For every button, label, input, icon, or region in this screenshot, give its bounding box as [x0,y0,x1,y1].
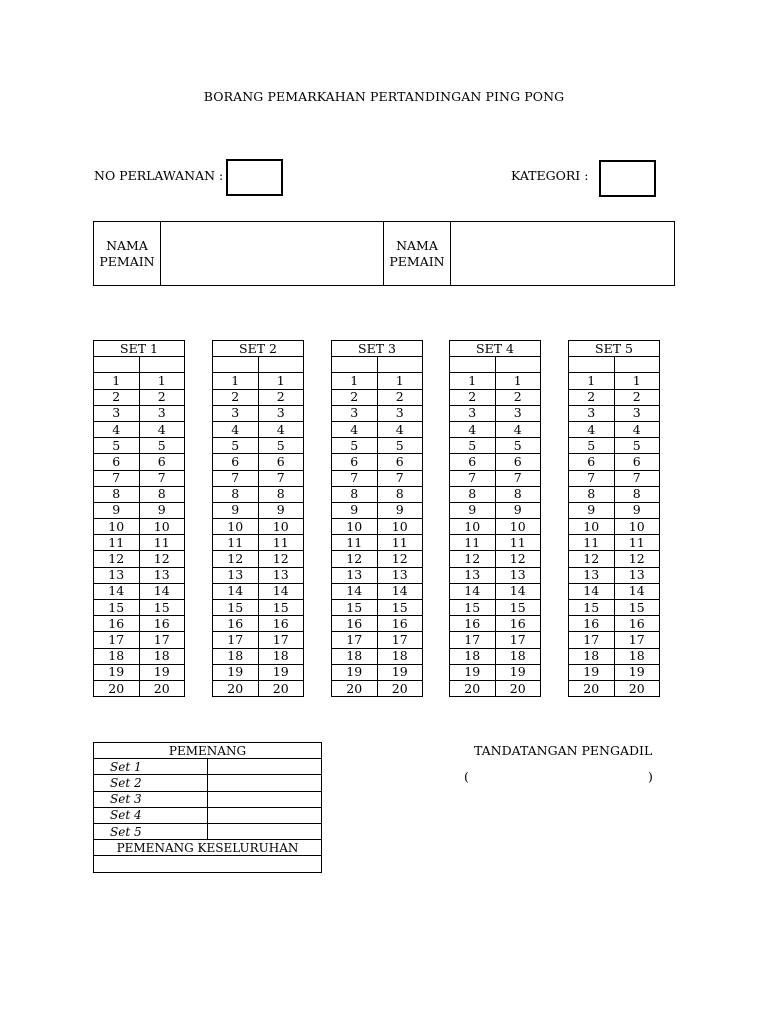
point-cell[interactable]: 2 [332,389,378,405]
point-cell[interactable]: 7 [213,470,259,486]
point-cell[interactable]: 20 [213,680,259,696]
set-player-cell[interactable] [614,357,660,373]
point-cell[interactable]: 9 [450,502,496,518]
set-player-cell[interactable] [258,357,304,373]
point-cell[interactable]: 11 [332,535,378,551]
point-cell[interactable]: 3 [94,405,140,421]
point-cell[interactable]: 7 [495,470,541,486]
point-cell[interactable]: 15 [450,600,496,616]
point-cell[interactable]: 17 [614,632,660,648]
point-cell[interactable]: 9 [614,502,660,518]
point-cell[interactable]: 14 [495,583,541,599]
point-cell[interactable]: 5 [450,438,496,454]
point-cell[interactable]: 18 [495,648,541,664]
point-cell[interactable]: 1 [495,373,541,389]
point-cell[interactable]: 10 [258,519,304,535]
point-cell[interactable]: 6 [258,454,304,470]
point-cell[interactable]: 17 [450,632,496,648]
winner-set-field[interactable] [208,759,322,775]
set-header: SET 4 [450,341,541,357]
point-cell[interactable]: 15 [495,600,541,616]
point-cell[interactable]: 12 [94,551,140,567]
point-cell[interactable]: 9 [377,502,423,518]
point-cell[interactable]: 9 [139,502,185,518]
point-cell[interactable]: 14 [569,583,615,599]
set-player-cell[interactable] [495,357,541,373]
point-cell[interactable]: 7 [614,470,660,486]
point-cell[interactable]: 16 [377,616,423,632]
point-cell[interactable]: 14 [332,583,378,599]
winner-set-field[interactable] [208,775,322,791]
point-cell[interactable]: 9 [258,502,304,518]
point-cell[interactable]: 14 [377,583,423,599]
point-cell[interactable]: 15 [94,600,140,616]
point-cell[interactable]: 8 [94,486,140,502]
set-player-cell[interactable] [213,357,259,373]
point-cell[interactable]: 12 [139,551,185,567]
point-cell[interactable]: 13 [614,567,660,583]
winner-set-field[interactable] [208,823,322,839]
point-cell[interactable]: 1 [450,373,496,389]
point-cell[interactable]: 20 [94,680,140,696]
winner-table [93,742,322,873]
point-cell[interactable]: 15 [139,600,185,616]
point-cell[interactable]: 10 [94,519,140,535]
point-cell[interactable]: 2 [139,389,185,405]
point-cell[interactable]: 4 [258,421,304,437]
point-cell[interactable]: 14 [94,583,140,599]
point-cell[interactable]: 15 [258,600,304,616]
point-cell[interactable]: 7 [569,470,615,486]
point-cell[interactable]: 12 [258,551,304,567]
point-cell[interactable]: 10 [614,519,660,535]
point-cell[interactable]: 11 [258,535,304,551]
point-cell[interactable]: 15 [614,600,660,616]
point-cell[interactable]: 6 [139,454,185,470]
winner-set-field[interactable] [208,807,322,823]
point-cell[interactable]: 18 [377,648,423,664]
category-box[interactable] [599,160,656,197]
winner-set-label: Set 5 [94,823,208,839]
point-cell[interactable]: 16 [258,616,304,632]
point-cell[interactable]: 7 [94,470,140,486]
point-cell[interactable]: 11 [495,535,541,551]
point-cell[interactable]: 11 [139,535,185,551]
set-player-cell[interactable] [94,357,140,373]
point-cell[interactable]: 8 [377,486,423,502]
point-cell[interactable]: 15 [377,600,423,616]
point-cell[interactable]: 2 [213,389,259,405]
point-cell[interactable]: 9 [94,502,140,518]
point-cell[interactable]: 4 [213,421,259,437]
point-cell[interactable]: 12 [569,551,615,567]
point-cell[interactable]: 3 [614,405,660,421]
point-cell[interactable]: 15 [569,600,615,616]
point-cell[interactable]: 16 [94,616,140,632]
set-header: SET 2 [213,341,304,357]
winner-set-label: Set 3 [94,791,208,807]
point-cell[interactable]: 8 [139,486,185,502]
match-no-label: NO PERLAWANAN : [94,168,224,183]
set-player-cell[interactable] [569,357,615,373]
point-cell[interactable]: 18 [332,648,378,664]
set-player-cell[interactable] [332,357,378,373]
point-cell[interactable]: 5 [139,438,185,454]
point-cell[interactable]: 14 [614,583,660,599]
point-cell[interactable]: 4 [94,421,140,437]
point-cell[interactable]: 8 [450,486,496,502]
point-cell[interactable]: 16 [614,616,660,632]
point-cell[interactable]: 6 [569,454,615,470]
point-cell[interactable]: 16 [139,616,185,632]
point-cell[interactable]: 10 [139,519,185,535]
point-cell[interactable]: 8 [569,486,615,502]
point-cell[interactable]: 19 [332,664,378,680]
point-cell[interactable]: 12 [377,551,423,567]
point-cell[interactable]: 19 [258,664,304,680]
point-cell[interactable]: 9 [495,502,541,518]
point-cell[interactable]: 14 [258,583,304,599]
point-cell[interactable]: 3 [495,405,541,421]
point-cell[interactable]: 17 [569,632,615,648]
point-cell[interactable]: 1 [569,373,615,389]
point-cell[interactable]: 20 [614,680,660,696]
point-cell[interactable]: 11 [377,535,423,551]
point-cell[interactable]: 7 [139,470,185,486]
point-cell[interactable]: 15 [213,600,259,616]
overall-winner-header: PEMENANG KESELURUHAN [94,840,322,856]
point-cell[interactable]: 16 [495,616,541,632]
point-cell[interactable]: 6 [94,454,140,470]
player-2-name-field[interactable] [451,222,675,286]
point-cell[interactable]: 5 [495,438,541,454]
point-cell[interactable]: 1 [258,373,304,389]
point-cell[interactable]: 19 [569,664,615,680]
point-cell[interactable]: 18 [139,648,185,664]
point-cell[interactable]: 16 [569,616,615,632]
point-cell[interactable]: 19 [377,664,423,680]
point-cell[interactable]: 6 [377,454,423,470]
point-cell[interactable]: 20 [495,680,541,696]
point-cell[interactable]: 2 [614,389,660,405]
point-cell[interactable]: 8 [495,486,541,502]
point-cell[interactable]: 4 [614,421,660,437]
point-cell[interactable]: 13 [139,567,185,583]
point-cell[interactable]: 14 [213,583,259,599]
point-cell[interactable]: 17 [94,632,140,648]
point-cell[interactable]: 13 [213,567,259,583]
set-table [449,340,541,697]
point-cell[interactable]: 12 [332,551,378,567]
point-cell[interactable]: 4 [569,421,615,437]
point-cell[interactable]: 2 [450,389,496,405]
point-cell[interactable]: 5 [332,438,378,454]
point-cell[interactable]: 20 [569,680,615,696]
point-cell[interactable]: 13 [569,567,615,583]
point-cell[interactable]: 10 [450,519,496,535]
point-cell[interactable]: 3 [332,405,378,421]
point-cell[interactable]: 10 [569,519,615,535]
point-cell[interactable]: 18 [450,648,496,664]
point-cell[interactable]: 2 [495,389,541,405]
point-cell[interactable]: 16 [332,616,378,632]
set-player-cell[interactable] [139,357,185,373]
point-cell[interactable]: 2 [377,389,423,405]
point-cell[interactable]: 1 [614,373,660,389]
point-cell[interactable]: 5 [213,438,259,454]
point-cell[interactable]: 13 [450,567,496,583]
point-cell[interactable]: 19 [450,664,496,680]
point-cell[interactable]: 8 [258,486,304,502]
winner-set-label: Set 4 [94,807,208,823]
point-cell[interactable]: 16 [213,616,259,632]
point-cell[interactable]: 3 [450,405,496,421]
point-cell[interactable]: 18 [569,648,615,664]
point-cell[interactable]: 3 [569,405,615,421]
player-1-name-field[interactable] [161,222,384,286]
point-cell[interactable]: 4 [495,421,541,437]
point-cell[interactable]: 19 [139,664,185,680]
point-cell[interactable]: 5 [258,438,304,454]
point-cell[interactable]: 11 [614,535,660,551]
category-label: KATEGORI : [511,168,589,183]
point-cell[interactable]: 19 [495,664,541,680]
point-cell[interactable]: 6 [495,454,541,470]
player-2-label: NAMA PEMAIN [384,222,451,286]
point-cell[interactable]: 20 [377,680,423,696]
point-cell[interactable]: 9 [213,502,259,518]
point-cell[interactable]: 17 [139,632,185,648]
set-header: SET 5 [569,341,660,357]
point-cell[interactable]: 10 [213,519,259,535]
match-no-box[interactable] [226,159,283,196]
point-cell[interactable]: 13 [377,567,423,583]
point-cell[interactable]: 18 [258,648,304,664]
point-cell[interactable]: 5 [569,438,615,454]
point-cell[interactable]: 5 [614,438,660,454]
point-cell[interactable]: 19 [213,664,259,680]
point-cell[interactable]: 7 [332,470,378,486]
point-cell[interactable]: 9 [569,502,615,518]
point-cell[interactable]: 17 [213,632,259,648]
point-cell[interactable]: 18 [213,648,259,664]
point-cell[interactable]: 3 [139,405,185,421]
point-cell[interactable]: 11 [213,535,259,551]
point-cell[interactable]: 13 [258,567,304,583]
point-cell[interactable]: 4 [450,421,496,437]
point-cell[interactable]: 2 [569,389,615,405]
point-cell[interactable]: 12 [213,551,259,567]
point-cell[interactable]: 7 [450,470,496,486]
set-table [568,340,660,697]
point-cell[interactable]: 4 [332,421,378,437]
point-cell[interactable]: 1 [94,373,140,389]
point-cell[interactable]: 13 [94,567,140,583]
point-cell[interactable]: 20 [139,680,185,696]
winner-set-label: Set 2 [94,775,208,791]
point-cell[interactable]: 20 [450,680,496,696]
point-cell[interactable]: 6 [450,454,496,470]
point-cell[interactable]: 17 [377,632,423,648]
point-cell[interactable]: 3 [258,405,304,421]
point-cell[interactable]: 11 [569,535,615,551]
set-table [212,340,304,697]
set-table [331,340,423,697]
point-cell[interactable]: 4 [377,421,423,437]
point-cell[interactable]: 9 [332,502,378,518]
point-cell[interactable]: 12 [614,551,660,567]
point-cell[interactable]: 1 [139,373,185,389]
point-cell[interactable]: 5 [94,438,140,454]
point-cell[interactable]: 15 [332,600,378,616]
point-cell[interactable]: 17 [258,632,304,648]
point-cell[interactable]: 4 [139,421,185,437]
point-cell[interactable]: 3 [213,405,259,421]
signature-open-paren: ( [464,769,469,784]
winner-set-field[interactable] [208,791,322,807]
point-cell[interactable]: 11 [450,535,496,551]
set-header: SET 1 [94,341,185,357]
set-header: SET 3 [332,341,423,357]
point-cell[interactable]: 11 [94,535,140,551]
point-cell[interactable]: 10 [332,519,378,535]
point-cell[interactable]: 6 [614,454,660,470]
point-cell[interactable]: 6 [332,454,378,470]
point-cell[interactable]: 19 [614,664,660,680]
point-cell[interactable]: 1 [377,373,423,389]
point-cell[interactable]: 1 [213,373,259,389]
set-player-cell[interactable] [377,357,423,373]
point-cell[interactable]: 20 [258,680,304,696]
point-cell[interactable]: 17 [495,632,541,648]
point-cell[interactable]: 10 [495,519,541,535]
set-table [93,340,185,697]
point-cell[interactable]: 7 [377,470,423,486]
point-cell[interactable]: 18 [94,648,140,664]
point-cell[interactable]: 14 [450,583,496,599]
point-cell[interactable]: 6 [213,454,259,470]
point-cell[interactable]: 16 [450,616,496,632]
player-1-label: NAMA PEMAIN [94,222,161,286]
referee-signature-label: TANDATANGAN PENGADIL [474,743,653,758]
set-player-cell[interactable] [450,357,496,373]
point-cell[interactable]: 8 [332,486,378,502]
point-cell[interactable]: 5 [377,438,423,454]
point-cell[interactable]: 20 [332,680,378,696]
point-cell[interactable]: 1 [332,373,378,389]
winner-header: PEMENANG [94,743,322,759]
point-cell[interactable]: 8 [213,486,259,502]
page-title: BORANG PEMARKAHAN PERTANDINGAN PING PONG [203,89,565,104]
point-cell[interactable]: 8 [614,486,660,502]
point-cell[interactable]: 17 [332,632,378,648]
point-cell[interactable]: 18 [614,648,660,664]
point-cell[interactable]: 19 [94,664,140,680]
overall-winner-field[interactable] [94,856,322,872]
point-cell[interactable]: 3 [377,405,423,421]
point-cell[interactable]: 2 [258,389,304,405]
players-table [93,221,675,286]
point-cell[interactable]: 12 [495,551,541,567]
point-cell[interactable]: 13 [332,567,378,583]
point-cell[interactable]: 10 [377,519,423,535]
point-cell[interactable]: 13 [495,567,541,583]
point-cell[interactable]: 12 [450,551,496,567]
signature-close-paren: ) [648,769,653,784]
point-cell[interactable]: 14 [139,583,185,599]
point-cell[interactable]: 7 [258,470,304,486]
winner-set-label: Set 1 [94,759,208,775]
point-cell[interactable]: 2 [94,389,140,405]
